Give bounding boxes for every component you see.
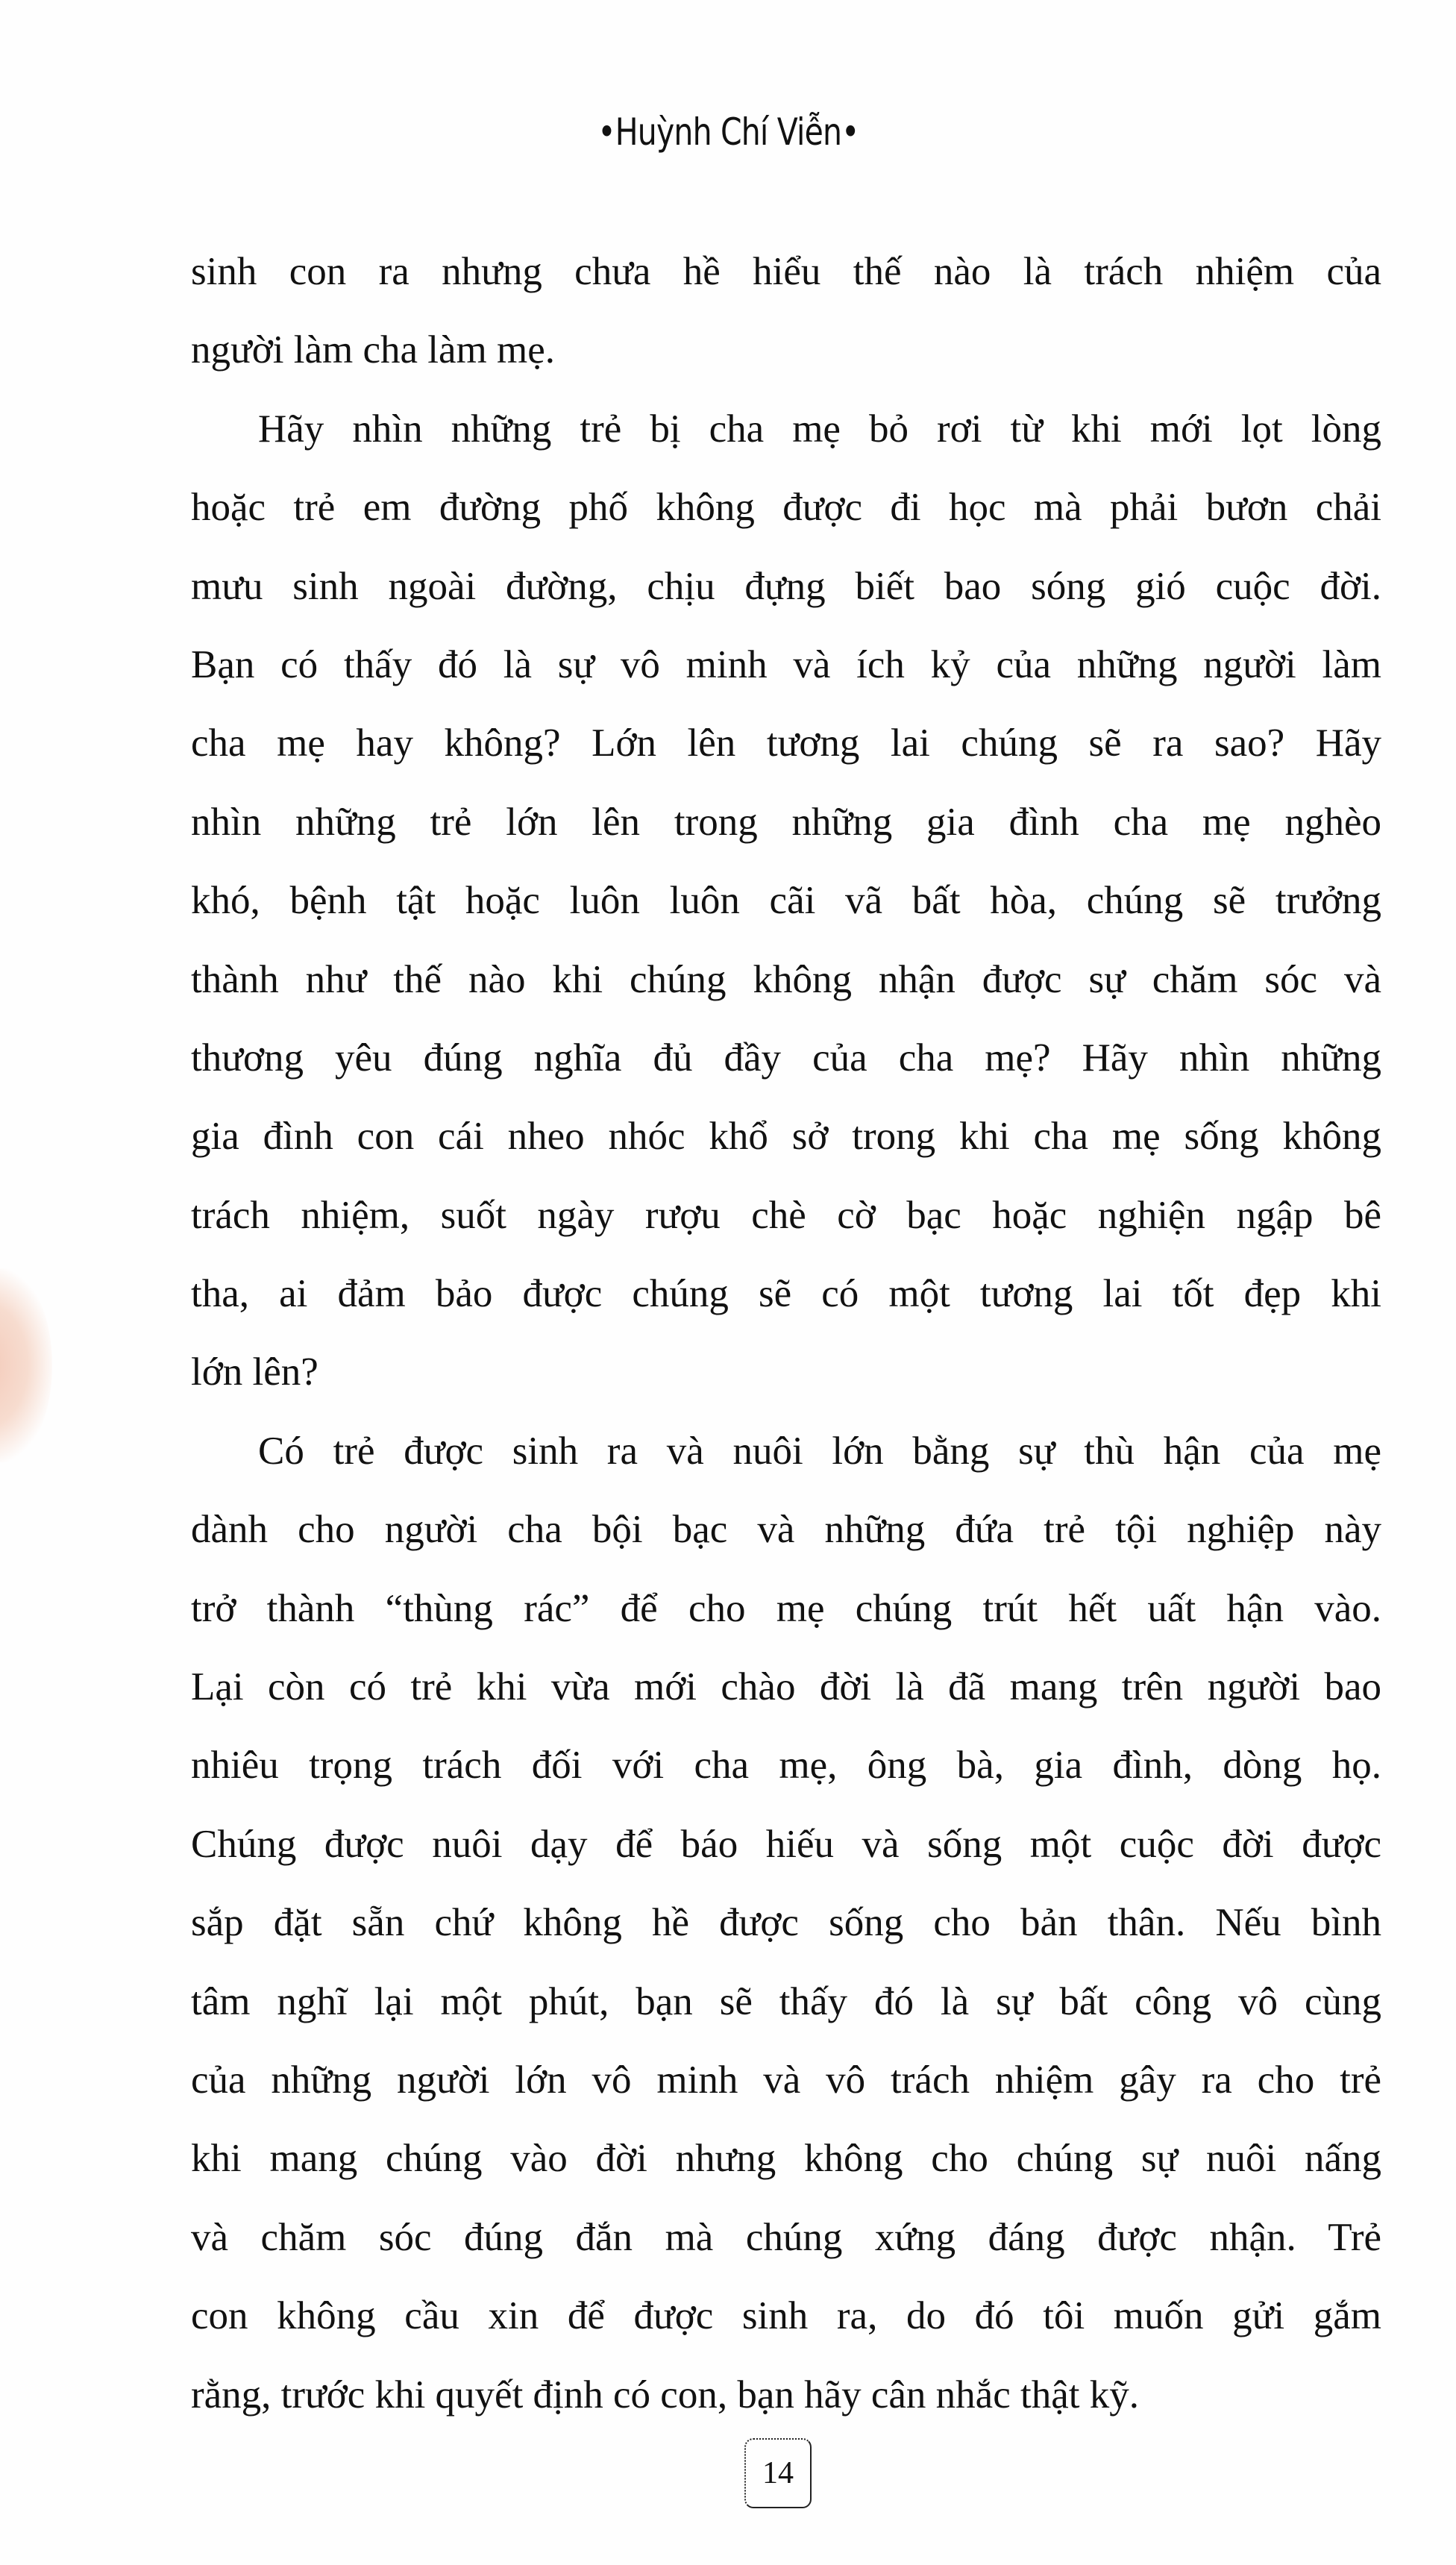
decorative-edge-stain xyxy=(0,1268,52,1462)
text-line: tha, ai đảm bảo được chúng sẽ có một tương lai tốt đẹp khi xyxy=(191,1272,1381,1316)
text-line: dành cho người cha bội bạc và những đứa trẻ tội nghiệp này xyxy=(191,1508,1381,1552)
text-line: lớn lên? xyxy=(191,1350,318,1394)
text-line: thương yêu đúng nghĩa đủ đầy của cha mẹ? Hãy nhìn những xyxy=(191,1036,1381,1080)
text-line: khi mang chúng vào đời nhưng không cho chúng sự nuôi nấng xyxy=(191,2137,1381,2181)
text-line: Hãy nhìn những trẻ bị cha mẹ bỏ rơi từ khi mới lọt lòng xyxy=(258,407,1381,451)
text-line: cha mẹ hay không? Lớn lên tương lai chúng sẽ ra sao? Hãy xyxy=(191,721,1381,765)
text-line: sinh con ra nhưng chưa hề hiểu thế nào là trách nhiệm của xyxy=(191,250,1381,293)
text-line: Lại còn có trẻ khi vừa mới chào đời là đã mang trên người bao xyxy=(191,1665,1381,1709)
text-line: và chăm sóc đúng đắn mà chúng xứng đáng được nhận. Trẻ xyxy=(191,2215,1381,2259)
text-line: thành như thế nào khi chúng không nhận được sự chăm sóc và xyxy=(191,957,1381,1001)
text-line: tâm nghĩ lại một phút, bạn sẽ thấy đó là sự bất công vô cùng xyxy=(191,1979,1381,2023)
page-number: 14 xyxy=(744,2438,812,2508)
text-line: gia đình con cái nheo nhóc khổ sở trong khi cha mẹ sống không xyxy=(191,1115,1381,1159)
text-line: mưu sinh ngoài đường, chịu đựng biết bao sóng gió cuộc đời. xyxy=(191,564,1381,608)
running-header xyxy=(0,110,1456,154)
text-line: khó, bệnh tật hoặc luôn luôn cãi vã bất hòa, chúng sẽ trưởng xyxy=(191,879,1381,923)
text-line: người làm cha làm mẹ. xyxy=(191,328,555,372)
text-line: của những người lớn vô minh và vô trách nhiệm gây ra cho trẻ xyxy=(191,2058,1381,2102)
text-line: nhìn những trẻ lớn lên trong những gia đình cha mẹ nghèo xyxy=(191,800,1381,844)
text-line: trách nhiệm, suốt ngày rượu chè cờ bạc hoặc nghiện ngập bê xyxy=(191,1193,1381,1237)
page-body-text xyxy=(191,240,1381,2442)
text-line: rằng, trước khi quyết định có con, bạn hãy cân nhắc thật kỹ. xyxy=(191,2373,1139,2417)
running-title: •Huỳnh Chí Viễn• xyxy=(597,110,859,154)
text-line: Chúng được nuôi dạy để báo hiếu và sống một cuộc đời được xyxy=(191,1822,1381,1866)
text-line: Có trẻ được sinh ra và nuôi lớn bằng sự thù hận của mẹ xyxy=(258,1429,1381,1473)
text-line: nhiêu trọng trách đối với cha mẹ, ông bà, gia đình, dòng họ. xyxy=(191,1744,1381,1788)
text-line: con không cầu xin để được sinh ra, do đó tôi muốn gửi gắm xyxy=(191,2294,1381,2338)
text-line: trở thành “thùng rác” để cho mẹ chúng trút hết uất hận vào. xyxy=(191,1586,1381,1630)
text-line: sắp đặt sẵn chứ không hề được sống cho bản thân. Nếu bình xyxy=(191,1901,1381,1945)
text-line: hoặc trẻ em đường phố không được đi học mà phải bươn chải xyxy=(191,486,1381,530)
text-line: Bạn có thấy đó là sự vô minh và ích kỷ của những người làm xyxy=(191,642,1381,686)
